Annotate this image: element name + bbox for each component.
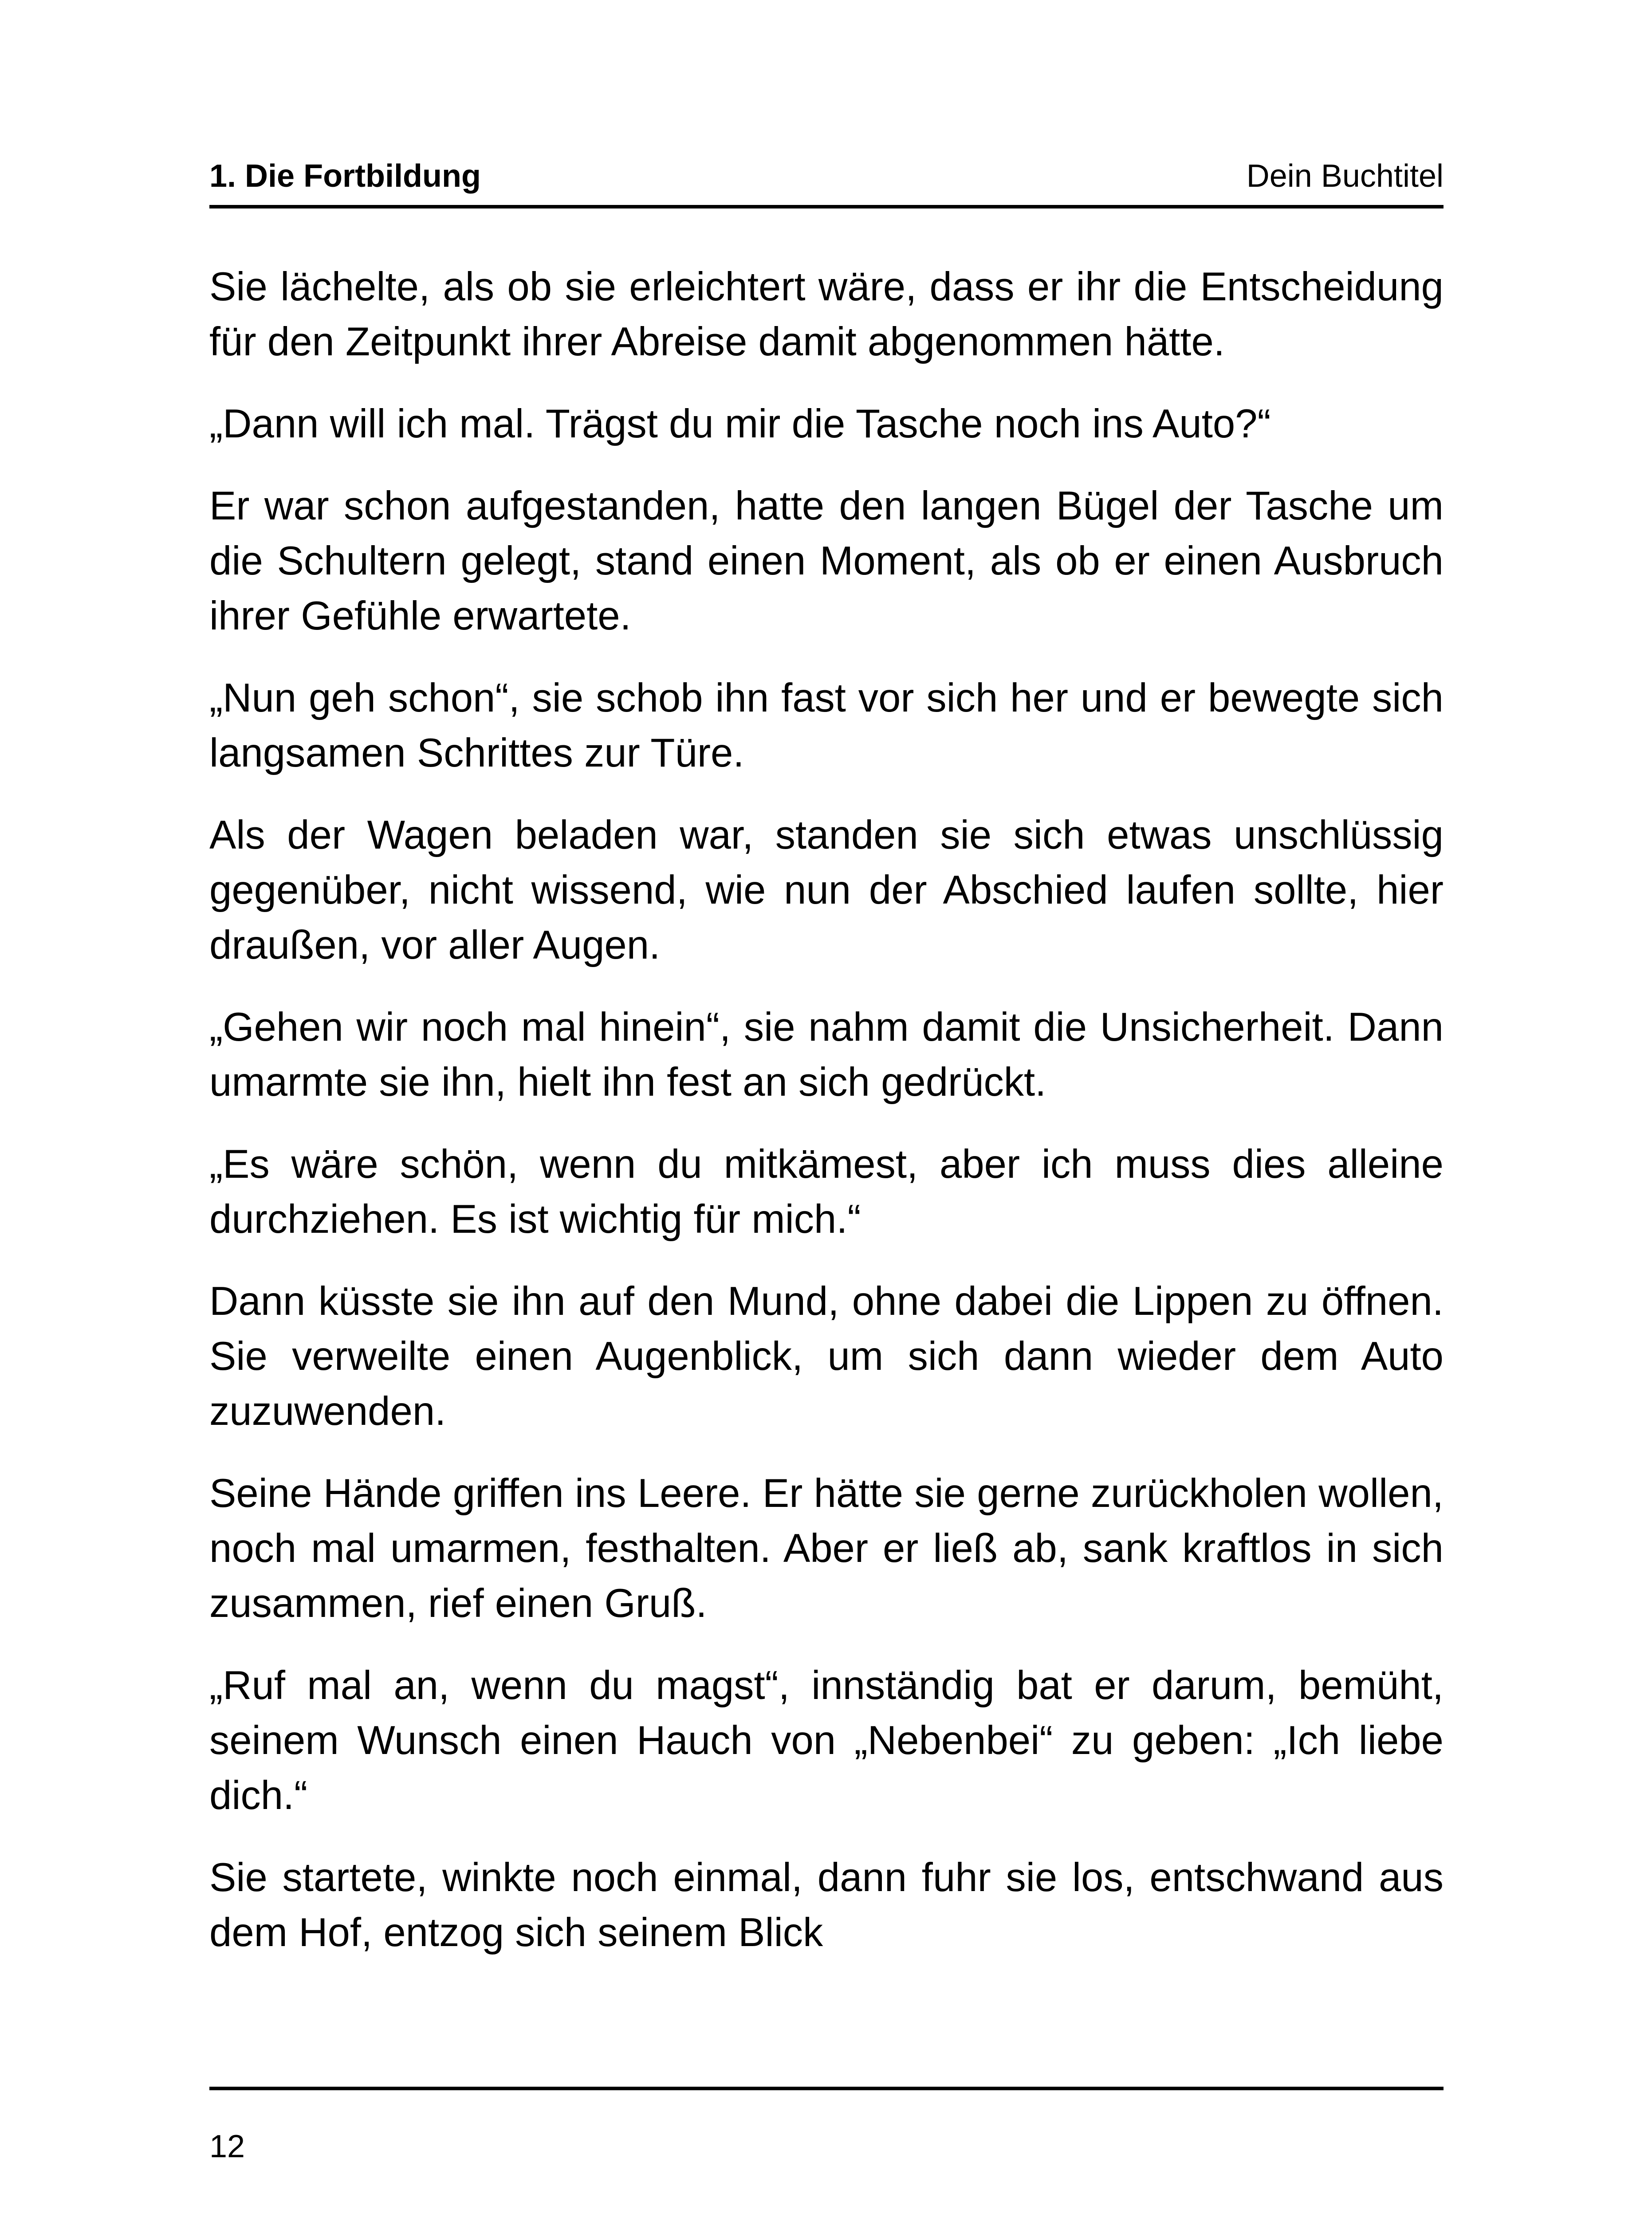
footer-rule <box>209 2087 1444 2090</box>
paragraph: Sie startete, winkte noch einmal, dann fuhr sie los, entschwand aus dem Hof, entzog sich seinem Blick <box>209 1855 1444 1955</box>
paragraph: Als der Wagen beladen war, standen sie sich etwas unschlüssig gegenüber, nicht wissend, wie nun der Abschied laufen sollte, hier draußen, vor aller Augen. <box>209 813 1444 967</box>
book-title: Dein Buchtitel <box>1246 158 1444 194</box>
paragraph: Dann küsste sie ihn auf den Mund, ohne dabei die Lippen zu öffnen. Sie verweilte einen Augenblick, um sich dann wieder dem Auto zuzuwenden. <box>209 1279 1444 1434</box>
paragraph: Seine Hände griffen ins Leere. Er hätte sie gerne zurückholen wollen, noch mal umarmen, festhalten. Aber er ließ ab, sank kraftlos in sich zusammen, rief einen Gruß. <box>209 1471 1444 1626</box>
paragraph: „Ruf mal an, wenn du magst“, innständig bat er darum, bemüht, seinem Wunsch einen Hauch von „Nebenbei“ zu geben: „Ich liebe dich.“ <box>209 1663 1444 1818</box>
body-text <box>209 260 1444 1987</box>
paragraph: Sie lächelte, als ob sie erleichtert wäre, dass er ihr die Entscheidung für den Zeitpunkt ihrer Abreise damit abgenommen hätte. <box>209 264 1444 364</box>
paragraph: „Nun geh schon“, sie schob ihn fast vor sich her und er bewegte sich langsamen Schrittes zur Türe. <box>209 676 1444 775</box>
chapter-title: 1. Die Fortbildung <box>209 158 481 194</box>
running-header <box>209 156 1444 196</box>
paragraph: „Es wäre schön, wenn du mitkämest, aber ich muss dies alleine durchziehen. Es ist wichtig für mich.“ <box>209 1142 1444 1242</box>
paragraph: „Gehen wir noch mal hinein“, sie nahm damit die Unsicherheit. Dann umarmte sie ihn, hielt ihn fest an sich gedrückt. <box>209 1005 1444 1105</box>
page-number: 12 <box>209 2129 245 2164</box>
paragraph: Er war schon aufgestanden, hatte den langen Bügel der Tasche um die Schultern gelegt, stand einen Moment, als ob er einen Ausbruch ihrer Gefühle erwartete. <box>209 484 1444 638</box>
paragraph: „Dann will ich mal. Trägst du mir die Tasche noch ins Auto?“ <box>209 401 1271 446</box>
header-rule <box>209 205 1444 208</box>
